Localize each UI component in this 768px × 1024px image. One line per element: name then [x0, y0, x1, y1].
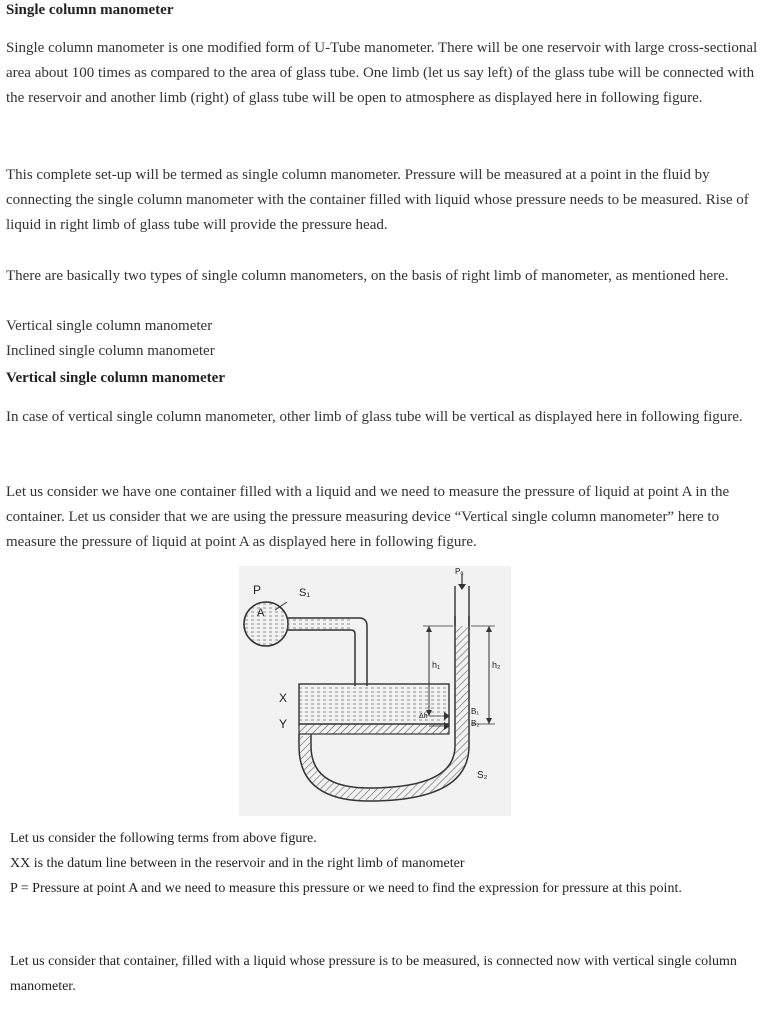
label-a: A [257, 607, 265, 619]
label-pa: Pₐ [455, 567, 464, 576]
connect-paragraph: Let us consider that container, filled with a liquid whose pressure is to be measured, is connected now with vertical single column manometer. [10, 954, 737, 994]
terms-intro: Let us consider the following terms from above figure. [10, 831, 317, 846]
label-h1: h₁ [432, 660, 441, 670]
term-xx: XX is the datum line between in the reservoir and in the right limb of manometer [10, 856, 465, 871]
type-vertical-item: Vertical single column manometer [6, 318, 213, 334]
type-inclined-item: Inclined single column manometer [6, 343, 215, 359]
label-b1: B₁ [471, 707, 480, 716]
label-s1: S₁ [299, 587, 311, 599]
label-b2: B₂ [471, 719, 480, 728]
setup-paragraph: This complete set-up will be termed as single column manometer. Pressure will be measured at a point in the fluid by connecting the single column manometer with the container filled with liquid whose pressure needs to be measured. Rise of liquid in right limb of glass tube will provide the pressure head. [6, 167, 749, 233]
types-paragraph: There are basically two types of single column manometers, on the basis of right limb of manometer, as mentioned here. [6, 268, 729, 284]
container-circle [244, 602, 288, 646]
vertical-description-paragraph: In case of vertical single column manometer, other limb of glass tube will be vertical as displayed here in following figure. [6, 409, 743, 425]
label-y: Y [279, 717, 288, 731]
label-dh: Δh [419, 713, 428, 720]
label-x: X [279, 691, 288, 705]
intro-paragraph: Single column manometer is one modified form of U-Tube manometer. There will be one reservoir with large cross-sectional area about 100 times as compared to the area of glass tube. One limb (let us say left) of the glass tube will be connected with the reservoir and another limb (right) of glass tube will be open to atmosphere as displayed here in following figure. [6, 40, 758, 106]
page-title: Single column manometer [6, 2, 174, 18]
consider-paragraph: Let us consider we have one container filled with a liquid and we need to measure the pressure of liquid at point A in the container. Let us consider that we are using the pressure measuring device “Vertical single column manometer” here to measure the pressure of liquid at point A as displayed here in following figure. [6, 484, 730, 550]
manometer-figure [239, 566, 511, 816]
label-h2: h₂ [492, 660, 501, 670]
term-p: P = Pressure at point A and we need to measure this pressure or we need to find the expression for pressure at this point. [10, 881, 682, 896]
label-s2: S₂ [477, 770, 488, 781]
label-p: P [253, 583, 262, 597]
section-subheading: Vertical single column manometer [6, 370, 225, 386]
